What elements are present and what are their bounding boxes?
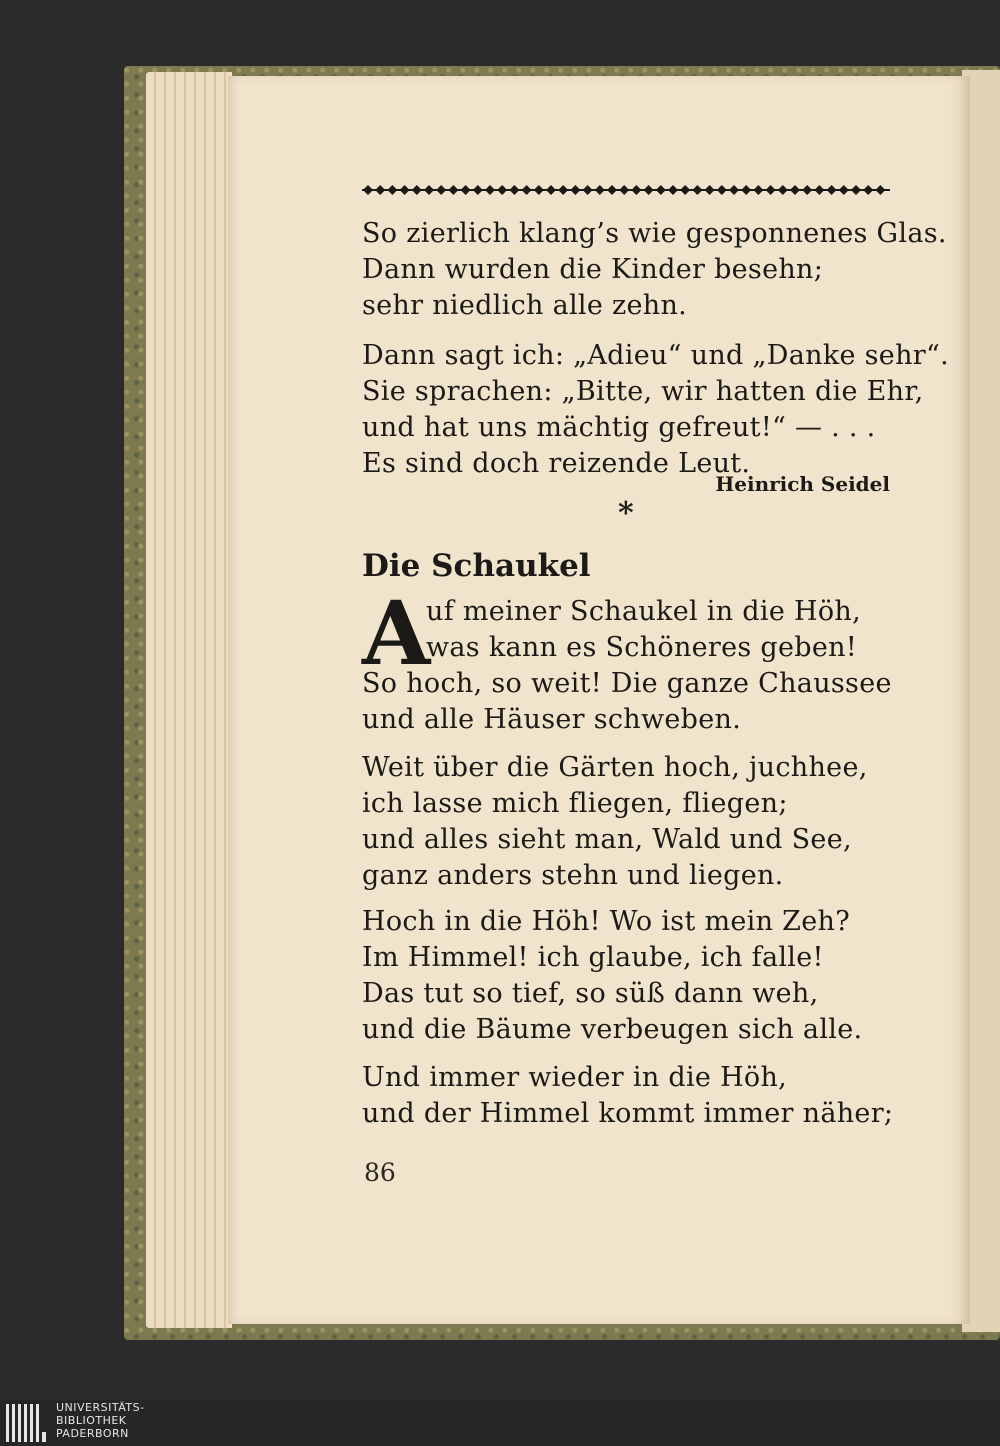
poem-title: Die Schaukel [362,548,591,584]
poem-line: und hat uns mächtig gefreut!“ — . . . [362,412,876,443]
ornament-diamond [705,185,715,195]
ornament-diamond [778,185,788,195]
ornament-diamond [375,185,385,195]
library-name-line: PADERBORN [56,1427,129,1440]
ornament-diamond [692,185,702,195]
ornament-diamond [814,185,824,195]
ornament-diamond [497,185,507,195]
ornament-diamond [680,185,690,195]
ornament-diamond [644,185,654,195]
poem-line: ganz anders stehn und liegen. [362,860,784,891]
ornament-diamond [619,185,629,195]
ornament-diamond [607,185,617,195]
ornament-diamond [753,185,763,195]
ornament-diamond [570,185,580,195]
poem-line: was kann es Schöneres geben! [426,632,857,663]
ornament-diamond [485,185,495,195]
ornament-diamond [583,185,593,195]
ornament-diamond [534,185,544,195]
poem-line: So zierlich klang’s wie gesponnenes Glas. [362,218,947,249]
ornament-diamond [863,185,873,195]
poem-line: Weit über die Gärten hoch, juchhee, [362,752,868,783]
poem-line: und die Bäume verbeugen sich alle. [362,1014,863,1045]
page-number: 86 [364,1158,396,1187]
ornament-diamond [363,185,373,195]
ornament-diamond [546,185,556,195]
ornament-diamond [668,185,678,195]
ornament-diamond [839,185,849,195]
poem-line: und alle Häuser schweben. [362,704,742,735]
ornament-diamond [766,185,776,195]
ornament-diamond [509,185,519,195]
poem-line: und alles sieht man, Wald und See, [362,824,852,855]
ornament-diamond [595,185,605,195]
ornament-diamond [436,185,446,195]
ornament-diamond [790,185,800,195]
author-attribution: Heinrich Seidel [715,472,890,496]
ornament-divider [362,184,890,196]
ornament-diamond [802,185,812,195]
ornament-diamond [387,185,397,195]
poem-line: So hoch, so weit! Die ganze Chaussee [362,668,892,699]
ornament-diamond [412,185,422,195]
poem-line: Hoch in die Höh! Wo ist mein Zeh? [362,906,850,937]
section-star-icon: * [618,496,634,531]
drop-cap: A [362,581,431,685]
ornament-diamond [424,185,434,195]
poem-line: Das tut so tief, so süß dann weh, [362,978,819,1009]
poem-line: Dann sagt ich: „Adieu“ und „Danke sehr“. [362,340,949,371]
poem-line: und der Himmel kommt immer näher; [362,1098,894,1129]
library-logo-icon [4,1402,48,1444]
ornament-diamond [875,185,885,195]
library-name-line: UNIVERSITÄTS- [56,1401,145,1414]
poem-line: Sie sprachen: „Bitte, wir hatten die Ehr, [362,376,924,407]
poem-line: uf meiner Schaukel in die Höh, [426,596,861,627]
ornament-diamond [827,185,837,195]
poem-line: sehr niedlich alle zehn. [362,290,688,321]
ornament-diamond [522,185,532,195]
ornament-diamond [473,185,483,195]
footer-bar [0,1400,1000,1446]
poem-line: Im Himmel! ich glaube, ich falle! [362,942,824,973]
page-edges [146,72,232,1328]
ornament-diamond [717,185,727,195]
ornament-diamond [400,185,410,195]
library-name-line: BIBLIOTHEK [56,1414,127,1427]
poem-line: Es sind doch reizende Leut. [362,448,751,479]
ornament-diamond [656,185,666,195]
ornament-diamond [558,185,568,195]
ornament-diamond [461,185,471,195]
ornament-diamond [741,185,751,195]
ornament-diamond [729,185,739,195]
poem-line: Dann wurden die Kinder besehn; [362,254,824,285]
ornament-diamond [851,185,861,195]
ornament-diamond [448,185,458,195]
poem-line: ich lasse mich fliegen, fliegen; [362,788,788,819]
ornament-diamond [631,185,641,195]
poem-line: Und immer wieder in die Höh, [362,1062,788,1093]
